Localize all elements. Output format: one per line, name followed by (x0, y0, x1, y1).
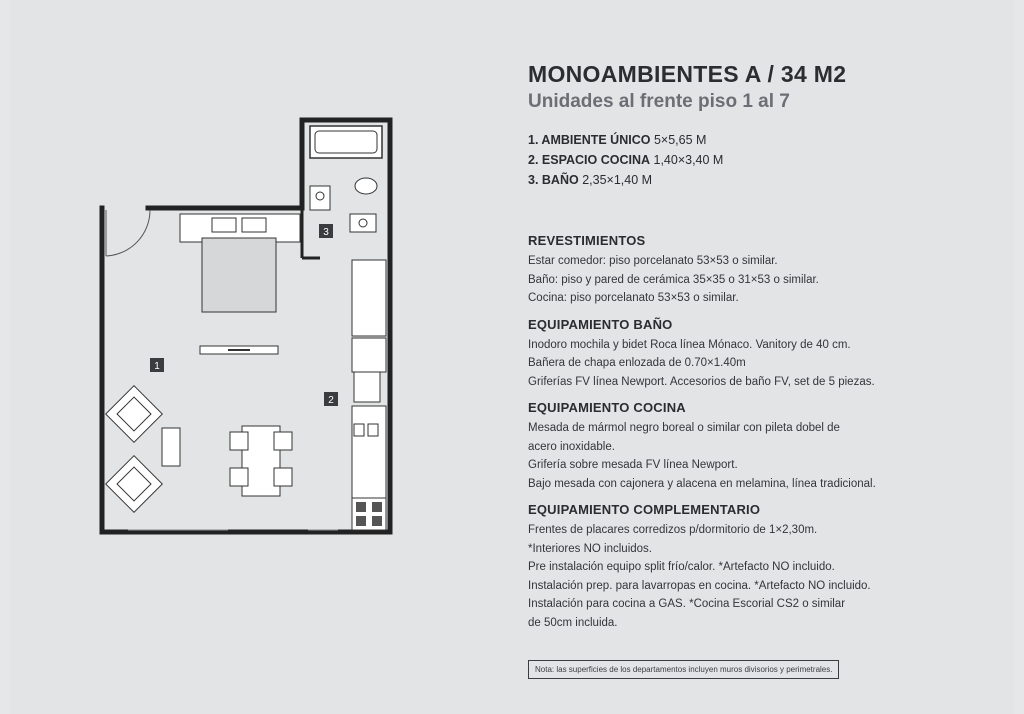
room-size: 5×5,65 M (653, 133, 707, 147)
section-line: Frentes de placares corredizos p/dormitorio de 1×2,30m. (528, 524, 818, 536)
section-line: Mesada de mármol negro boreal o similar con pileta dobel de (528, 422, 840, 434)
footnote: Nota: las superficies de los departamentos incluyen muros divisorios y perimetrales. (528, 660, 839, 679)
section-equipamiento-cocina (528, 399, 998, 493)
section-line: Griferías FV línea Newport. Accesorios de baño FV, set de 5 piezas. (528, 375, 875, 388)
section-line: Estar comedor: piso porcelanato 53×53 o similar. (528, 255, 778, 267)
room-name: 1. AMBIENTE ÚNICO (528, 133, 651, 147)
section-line: acero inoxidable. (528, 440, 615, 453)
page-title: MONOAMBIENTES A / 34 M2 (528, 61, 847, 87)
section-equipamiento-complementario (528, 501, 998, 632)
room-size: 1,40×3,40 M (653, 153, 724, 167)
room-list (528, 130, 998, 190)
section-line: de 50cm incluida. (528, 616, 618, 629)
floor-plan (88, 110, 408, 550)
section-line: Inodoro mochila y bidet Roca línea Mónaco. Vanitory de 40 cm. (528, 338, 851, 351)
section-line: Grifería sobre mesada FV línea Newport. (528, 459, 738, 471)
section-line: Baño: piso y pared de cerámica 35×35 o 31×53 o similar. (528, 273, 819, 286)
section-title: EQUIPAMIENTO COCINA (528, 400, 686, 415)
room-item (528, 150, 998, 170)
info-panel (528, 60, 998, 632)
room-item (528, 130, 998, 150)
room-name: 3. BAÑO (528, 173, 579, 187)
section-line: Bañera de chapa enlozada de 0.70×1.40m (528, 357, 746, 369)
section-line: Pre instalación equipo split frío/calor. *Artefacto NO incluido. (528, 561, 835, 573)
section-equipamiento-bano (528, 316, 998, 392)
section-line: Instalación para cocina a GAS. *Cocina Escorial CS2 o similar (528, 598, 846, 610)
section-revestimientos (528, 232, 998, 308)
section-title: EQUIPAMIENTO BAÑO (528, 316, 673, 332)
room-name: 2. ESPACIO COCINA (528, 153, 651, 167)
section-title: EQUIPAMIENTO COMPLEMENTARIO (528, 502, 761, 517)
plan-label-3: 3 (323, 227, 329, 238)
room-item (528, 170, 998, 190)
plan-label-2: 2 (328, 395, 334, 406)
section-line: Bajo mesada con cajonera y alacena en melamina, línea tradicional. (528, 477, 876, 490)
room-size: 2,35×1,40 M (582, 173, 653, 187)
section-line: Instalación prep. para lavarropas en cocina. *Artefacto NO incluido. (528, 579, 871, 592)
section-title: REVESTIMIENTOS (528, 233, 646, 248)
page-subtitle: Unidades al frente piso 1 al 7 (528, 91, 790, 112)
plan-label-1: 1 (154, 361, 160, 372)
section-line: *Interiores NO incluidos. (528, 542, 652, 555)
section-line: Cocina: piso porcelanato 53×53 o similar. (528, 292, 739, 304)
